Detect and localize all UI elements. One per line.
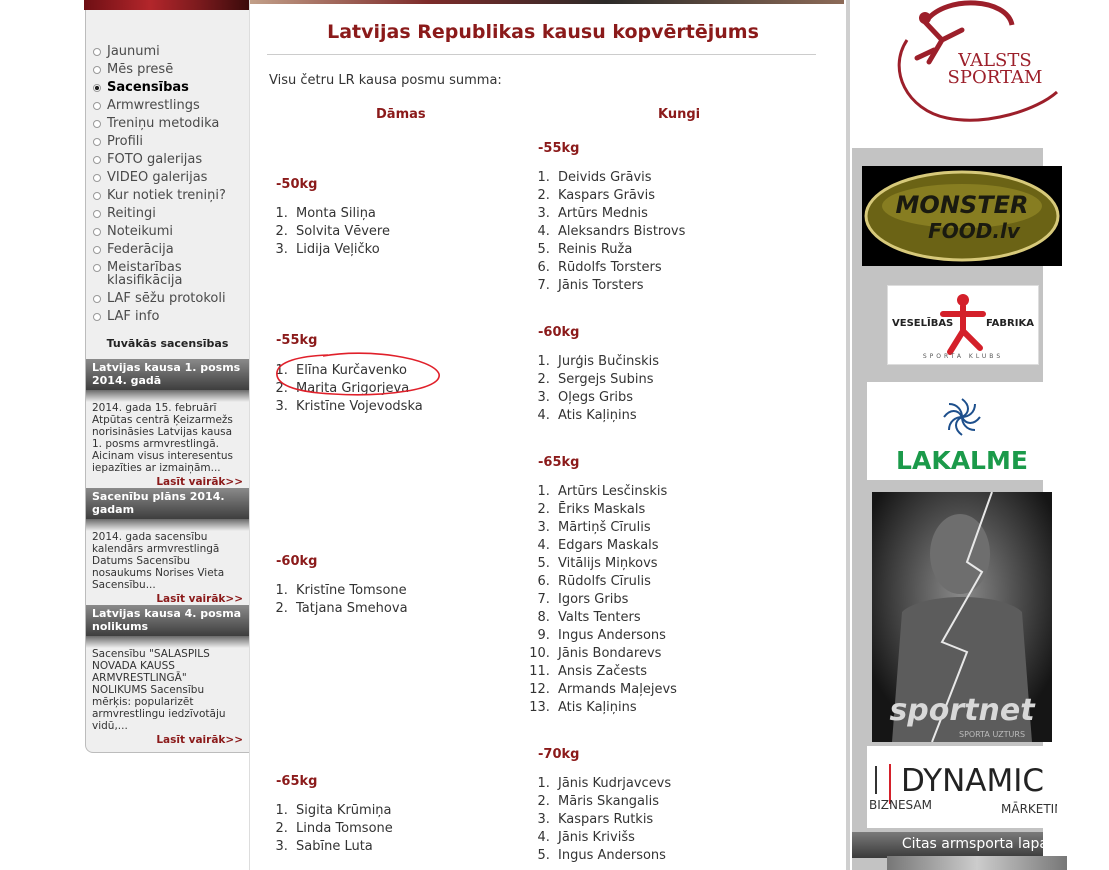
sportnet-ad[interactable] (872, 492, 1052, 742)
athlete-entry: 1. Monta Siliņa (292, 205, 390, 223)
news-excerpt: Sacensību "SALASPILS NOVADA KAUSS ARMVRESTLINGĀ" NOLIKUMS Sacensību mērķis: popularizēt armvrestlingu iedzīvotāju vidū,... (92, 648, 226, 732)
nav-item-label: Kur notiek treniņi? (107, 188, 226, 203)
sportam-text: SPORTAM (947, 67, 1043, 88)
ranking-list (512, 483, 677, 717)
athlete-entry: 2. Solvita Vēvere (292, 223, 390, 241)
weight-category: -60kg (276, 554, 318, 569)
athlete-entry: 1. Deivids Grāvis (554, 169, 685, 187)
weight-category: -70kg (538, 747, 580, 762)
monster-food-ad[interactable] (862, 166, 1062, 266)
news-divider (86, 519, 249, 531)
nav-item-label: Jaunumi (107, 44, 160, 59)
ranking-list (250, 802, 393, 856)
news-title[interactable]: Sacenību plāns 2014. gadam (86, 488, 249, 519)
bullet-icon (93, 156, 101, 164)
athlete-entry: 1. Kristīne Tomsone (292, 582, 408, 600)
athlete-entry: 9. Ingus Andersons (554, 627, 677, 645)
athlete-entry: 8. Valts Tenters (554, 609, 677, 627)
ranking-list (250, 582, 408, 618)
bullet-icon (93, 174, 101, 182)
athlete-entry: 7. Igors Gribs (554, 591, 677, 609)
nav-item[interactable] (86, 79, 249, 97)
nav-item-label: LAF info (107, 309, 160, 324)
athlete-entry: 5. Ingus Andersons (554, 847, 671, 865)
dyn-left-text: BIZNESAM (869, 798, 932, 812)
athlete-entry: 2. Linda Tomsone (292, 820, 393, 838)
valsts-text: VALSTS (958, 50, 1032, 71)
news-divider (86, 390, 249, 402)
bullet-icon (93, 102, 101, 110)
nav-item[interactable] (86, 61, 249, 79)
athlete-entry: 6. Rūdolfs Cīrulis (554, 573, 677, 591)
news-title[interactable]: Latvijas kausa 1. posms 2014. gadā (86, 359, 249, 390)
weight-category: -60kg (538, 325, 580, 340)
nav-item[interactable] (86, 169, 249, 187)
athlete-entry: 4. Aleksandrs Bistrovs (554, 223, 685, 241)
weight-category: -55kg (538, 141, 580, 156)
lakalme-ad[interactable] (867, 382, 1043, 480)
bullet-icon (93, 313, 101, 321)
nav-item[interactable] (86, 133, 249, 151)
athlete-entry: 6. Rūdolfs Torsters (554, 259, 685, 277)
main-content (249, 0, 846, 870)
nav-item[interactable] (86, 115, 249, 133)
weight-category: -65kg (276, 774, 318, 789)
bullet-icon (93, 84, 101, 92)
lakalme-text: LAKALME (896, 446, 1028, 475)
nav-item-label: Armwrestlings (107, 98, 200, 113)
athlete-entry: 3. Kristīne Vojevodska (292, 398, 423, 416)
column-separator (846, 0, 850, 870)
valsts-sportam-logo[interactable] (887, 0, 1067, 125)
athlete-entry: 2. Tatjana Smehova (292, 600, 408, 618)
athlete-entry: 4. Jānis Krivišs (554, 829, 671, 847)
food-text: FOOD.lv (928, 219, 1020, 243)
ranking-list (512, 775, 671, 865)
athlete-entry: 13. Atis Kaļiņins (554, 699, 677, 717)
read-more-link[interactable]: Lasīt vairāk>> (156, 734, 243, 746)
athlete-entry: 2. Māris Skangalis (554, 793, 671, 811)
nav-item[interactable] (86, 290, 249, 308)
nav-item-label: Mēs presē (107, 62, 174, 77)
athlete-entry: 7. Jānis Torsters (554, 277, 685, 295)
men-column-header: Kungi (658, 107, 701, 122)
news-item (86, 488, 249, 605)
right-sidebar (852, 0, 1109, 870)
athlete-entry: 5. Reinis Ruža (554, 241, 685, 259)
vf-left-text: VESELĪBAS (892, 318, 954, 329)
nav-item[interactable] (86, 97, 249, 115)
nav-item[interactable] (86, 205, 249, 223)
weight-category: -65kg (538, 455, 580, 470)
athlete-entry: 3. Artūrs Mednis (554, 205, 685, 223)
news-item (86, 605, 249, 746)
athlete-entry: 10. Jānis Bondarevs (554, 645, 677, 663)
bullet-icon (93, 246, 101, 254)
athlete-entry: 4. Atis Kaļiņins (554, 407, 659, 425)
weight-category: -50kg (276, 177, 318, 192)
vf-right-text: FABRIKA (986, 318, 1034, 329)
news-divider (86, 636, 249, 648)
athlete-entry: 1. Jānis Kudrjavcevs (554, 775, 671, 793)
page-title: Latvijas Republikas kausu kopvērtējums (327, 21, 759, 43)
athlete-entry: 2. Kaspars Grāvis (554, 187, 685, 205)
nav-item[interactable] (86, 308, 249, 326)
vf-sub-text: SPORTA KLUBS (922, 353, 1004, 360)
nav-item[interactable] (86, 241, 249, 259)
title-divider (267, 54, 816, 55)
nav-item[interactable] (86, 151, 249, 169)
sportnet-sub-text: SPORTA UZTURS (958, 730, 1026, 739)
athlete-entry: 2. Marita Grigorjeva (292, 380, 423, 398)
athlete-entry: 11. Ansis Začests (554, 663, 677, 681)
athlete-entry: 1. Artūrs Lesčinskis (554, 483, 677, 501)
athlete-entry: 12. Armands Maļejevs (554, 681, 677, 699)
read-more-link[interactable]: Lasīt vairāk>> (156, 593, 243, 605)
athlete-entry: 1. Jurģis Bučinskis (554, 353, 659, 371)
bullet-icon (93, 295, 101, 303)
athlete-entry: 3. Lidija Veļičko (292, 241, 390, 259)
intro-text: Visu četru LR kausa posmu summa: (269, 73, 502, 88)
news-excerpt: 2014. gada 15. februārī Atpūtas centrā Ķeizarmežs norisināsies Latvijas kausa 1. posms armvrestlingā. Aicinam visus interesentus iepazīties ar izmaiņām... (92, 402, 234, 474)
nav-item[interactable] (86, 223, 249, 241)
news-title[interactable]: Latvijas kausa 4. posma nolikums (86, 605, 249, 636)
monster-text: MONSTER (895, 191, 1029, 219)
header-image-left (84, 0, 249, 10)
bullet-icon (93, 228, 101, 236)
nav-item-label: Reitingi (107, 206, 156, 221)
athlete-entry: 1. Elīna Kurčavenko (292, 362, 423, 380)
weight-category: -55kg (276, 333, 318, 348)
nav-item-label: VIDEO galerijas (107, 170, 208, 185)
athlete-entry: 2. Ēriks Maskals (554, 501, 677, 519)
women-column-header: Dāmas (376, 107, 426, 122)
nav-item-label: Sacensības (107, 80, 189, 95)
other-sites-title: Citas armsporta lapa (901, 836, 1048, 852)
nav-item[interactable] (86, 259, 249, 290)
nav-item-label: Meistarības klasifikācija (107, 260, 183, 288)
news-item (86, 359, 249, 488)
ranking-list (512, 169, 685, 295)
bullet-icon (93, 120, 101, 128)
bullet-icon (93, 210, 101, 218)
dynamic-text: DYNAMIC (901, 763, 1045, 799)
nav-item-label: Profili (107, 134, 144, 149)
veselibas-fabrika-ad[interactable] (887, 285, 1039, 365)
other-sites-banner[interactable] (887, 856, 1067, 870)
athlete-entry: 3. Mārtiņš Cīrulis (554, 519, 677, 537)
left-sidebar (85, 10, 250, 753)
main-nav (86, 43, 249, 326)
nav-item-label: LAF sēžu protokoli (107, 291, 226, 306)
athlete-entry: 4. Edgars Maskals (554, 537, 677, 555)
nav-item-label: Treniņu metodika (107, 116, 220, 131)
athlete-entry: 3. Oļegs Gribs (554, 389, 659, 407)
ranking-list (250, 205, 390, 259)
upcoming-events-title: Tuvākās sacensības (106, 337, 229, 350)
nav-item-label: Noteikumi (107, 224, 174, 239)
nav-item-label: FOTO galerijas (107, 152, 203, 167)
bullet-icon (93, 66, 101, 74)
read-more-link[interactable]: Lasīt vairāk>> (156, 476, 243, 488)
bullet-icon (93, 48, 101, 56)
bullet-icon (93, 138, 101, 146)
dynamic-ad[interactable] (867, 746, 1057, 828)
nav-item[interactable] (86, 43, 249, 61)
dyn-right-text: MĀRKETIN (1001, 802, 1057, 816)
nav-item[interactable] (86, 187, 249, 205)
sportnet-text: sportnet (889, 693, 1035, 728)
athlete-entry: 1. Sigita Krūmiņa (292, 802, 393, 820)
athlete-entry: 3. Sabīne Luta (292, 838, 393, 856)
nav-item-label: Federācija (107, 242, 174, 257)
athlete-entry: 2. Sergejs Subins (554, 371, 659, 389)
other-sites-header (852, 832, 1048, 858)
athlete-entry: 5. Vitālijs Miņkovs (554, 555, 677, 573)
ranking-list (512, 353, 659, 425)
news-excerpt: 2014. gada sacensību kalendārs armvrestlingā Datums Sacensību nosaukums Norises Vieta Sacensību... (92, 531, 225, 591)
bullet-icon (93, 192, 101, 200)
bullet-icon (93, 264, 101, 272)
hand-drawn-circle-annotation (273, 350, 441, 397)
athlete-entry: 3. Kaspars Rutkis (554, 811, 671, 829)
